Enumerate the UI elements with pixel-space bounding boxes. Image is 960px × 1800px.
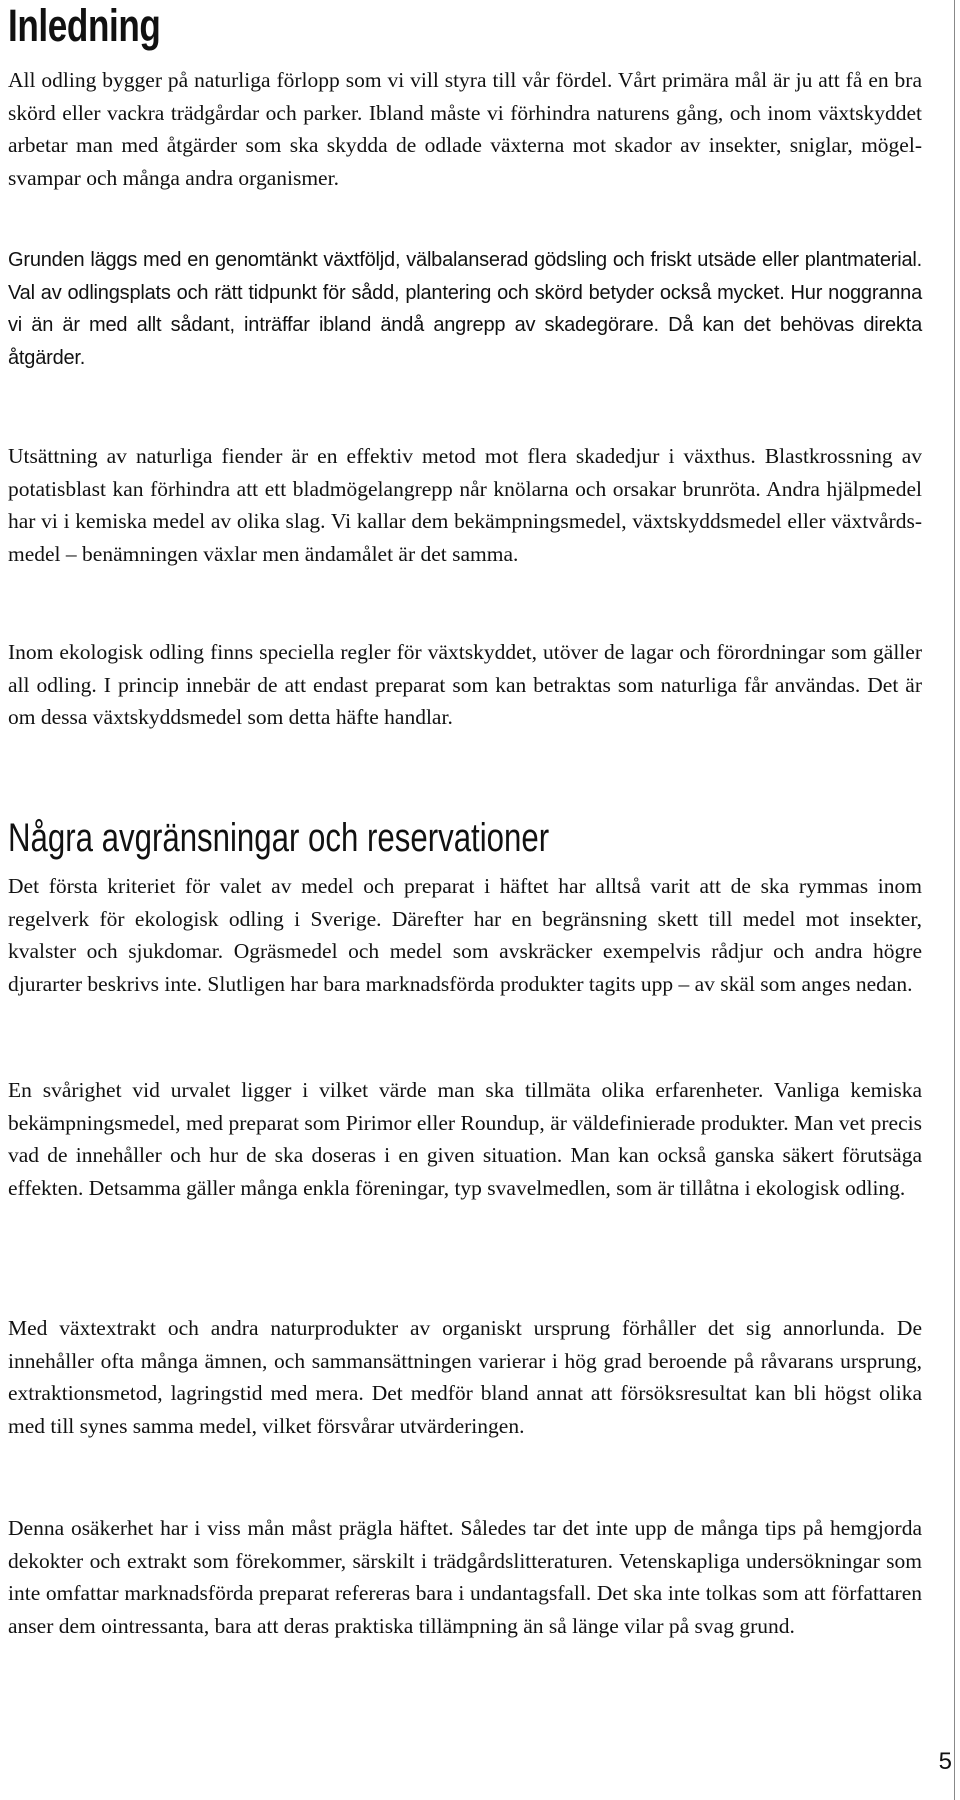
paragraph: En svårighet vid urvalet ligger i vilket värde man ska tillmäta olika erfarenheter. Vanliga kemiska bekämpningsmedel, med preparat som Pirimor eller Roundup, är väldefinierade produkter. Man vet precis vad de innehåller och hur de ska doseras i en given situation. Man kan också ganska säkert förutsäga effekten. Detsamma gäller många enkla föreningar, typ svavelmedlen, som är tillåtna i ekologisk odling. [8,1078,922,1200]
document-page [8,0,922,1800]
paragraph: Med växtextrakt och andra naturprodukter av organiskt ursprung förhåller det sig annorlunda. De innehåller ofta många ämnen, och sammansättningen varierar i hög grad beroende på råvarans ursprung, extraktionsmetod, lagringstid med mera. Det medför bland annat att försöksresultat kan bli högst olika med till synes samma medel, vilket försvårar utvärderingen. [8,1316,922,1438]
paragraph: Utsättning av naturliga fiender är en effektiv metod mot flera skadedjur i växthus. Blastkrossning av potatisblast kan förhindra att ett bladmögelangrepp når knölarna och orsakar brunröta. Andra hjälpmedel har vi i kemiska medel av olika slag. Vi kallar dem bekämpningsmedel, växtskyddsmedel eller växtvårdsmedel – benämningen växlar men ändamålet är det samma. [8,444,922,566]
section-heading-inledning: Inledning [8,0,161,51]
page-edge-rule [954,0,955,1800]
paragraph: Denna osäkerhet har i viss mån måst prägla häftet. Således tar det inte upp de många tips på hemgjorda dekokter och extrakt som förekommer, särskilt i trädgårdslitteraturen. Vetenskapliga undersökningar som inte omfattar marknadsförda preparat refereras bara i undantagsfall. Det ska inte tolkas som att författaren anser dem ointressanta, bara att deras praktiska tillämpning än så länge vilar på svag grund. [8,1516,922,1638]
page-number: 5 [938,1748,952,1775]
section-heading-avgransningar: Några avgränsningar och reservationer [8,816,550,860]
paragraph: Grunden läggs med en genomtänkt växtföljd, välbalanserad gödsling och friskt utsäde eller plantmaterial. Val av odlingsplats och rätt tidpunkt för sådd, plantering och skörd betyder också mycket. Hur noggranna vi än är med allt sådant, inträffar ibland ändå angrepp av skadegörare. Då kan det behövas direkta åtgärder. [8,249,922,369]
paragraph: All odling bygger på naturliga förlopp som vi vill styra till vår fördel. Vårt primära mål är ju att få en bra skörd eller vackra trädgårdar och parker. Ibland måste vi förhindra naturens gång, och inom växtskyddet arbetar man med åtgärder som ska skydda de odlade växterna mot skador av insekter, sniglar, mögelsvampar och många andra organismer. [8,68,922,190]
paragraph: Inom ekologisk odling finns speciella regler för växtskyddet, utöver de lagar och förordningar som gäller all odling. I princip innebär de att endast preparat som kan betraktas som naturliga får användas. Det är om dessa växtskyddsmedel som detta häfte handlar. [8,640,922,729]
paragraph: Det första kriteriet för valet av medel och preparat i häftet har alltså varit att de ska rymmas inom regelverk för ekologisk odling i Sverige. Därefter har en begränsning skett till medel mot insekter, kvalster och sjukdomar. Ogräsmedel och medel som avskräcker exempelvis rådjur och andra högre djurarter beskrivs inte. Slutligen har bara marknadsförda produkter tagits upp – av skäl som anges nedan. [8,874,922,996]
